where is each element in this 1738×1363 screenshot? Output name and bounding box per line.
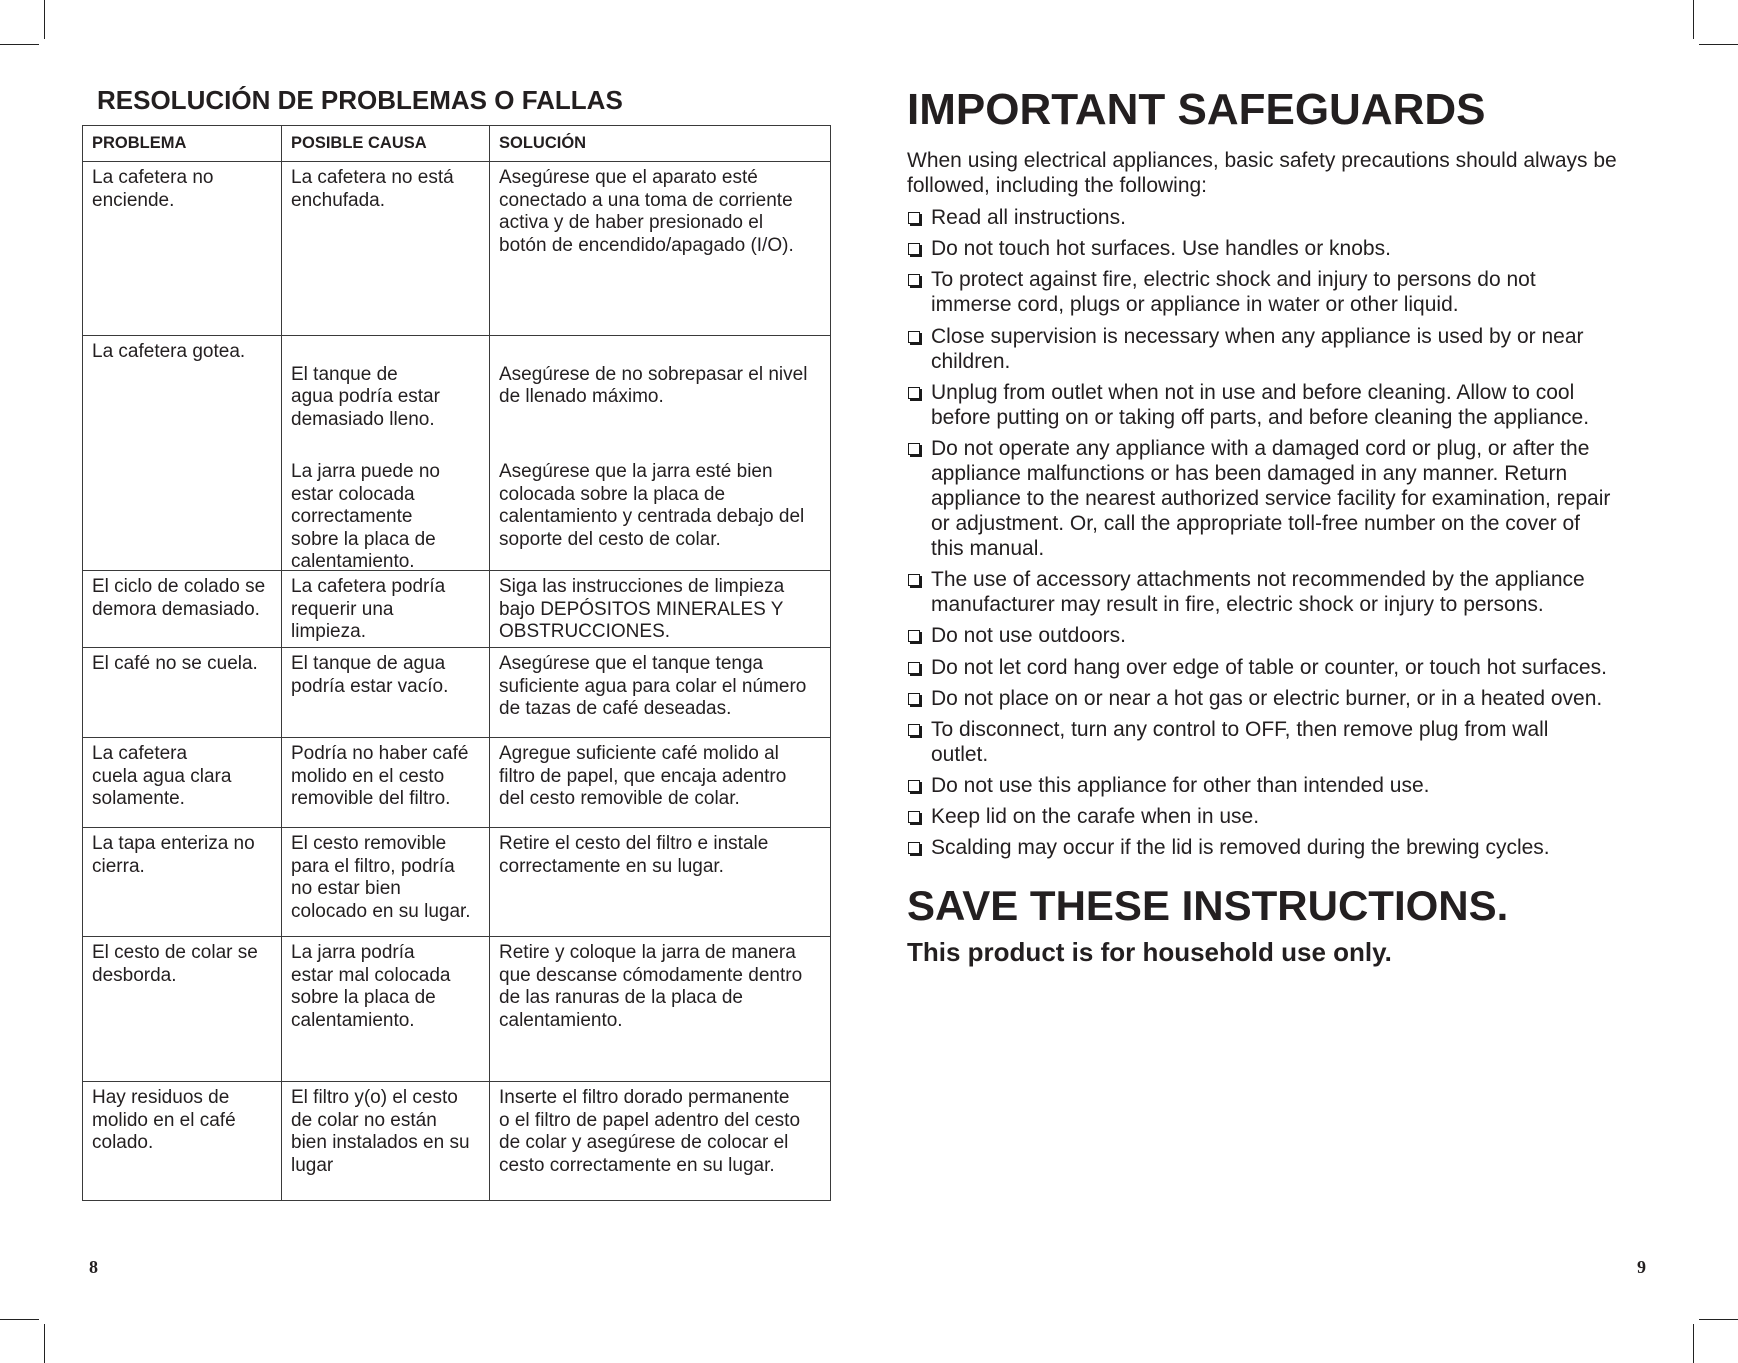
safeguard-item — [907, 686, 1648, 711]
crop-mark-bottom-left-vertical — [44, 1324, 45, 1363]
safeguard-item — [907, 804, 1648, 829]
table-row — [83, 828, 830, 937]
safeguard-text: Read all instructions. — [931, 206, 1126, 229]
crop-mark-top-left-horizontal — [0, 44, 39, 45]
cause-cell: El filtro y(o) el cesto de colar no están bien instalados en su lugar — [282, 1082, 490, 1200]
problem-cell: El café no se cuela. — [83, 648, 282, 737]
safeguard-text: To protect against fire, electric shock and injury to persons do not immerse cord, plugs or appliance in water or other liquid. — [931, 268, 1536, 317]
solution-cell: Retire el cesto del filtro e instale correctamente en su lugar. — [499, 833, 769, 877]
safeguard-text: The use of accessory attachments not recommended by the appliance manufacturer may result in fire, electric shock or injury to persons. — [931, 568, 1585, 617]
safeguard-item — [907, 717, 1648, 767]
safeguard-item — [907, 324, 1648, 374]
cause-cell — [282, 336, 490, 570]
header-problema: PROBLEMA — [83, 126, 282, 161]
safeguard-item — [907, 773, 1648, 798]
crop-mark-top-right-vertical — [1693, 0, 1694, 39]
solution-cell — [490, 336, 830, 570]
checkbox-square-icon — [908, 574, 920, 586]
household-use-note: This product is for household use only. — [907, 937, 1392, 968]
safeguard-item — [907, 236, 1648, 261]
solution-paragraph: Asegúrese que la jarra esté bien colocada sobre la placa de calentamiento y centrada debajo del soporte del cesto de colar. — [499, 461, 805, 550]
problem-cell: La tapa enteriza no cierra. — [83, 828, 282, 936]
page-number-right: 9 — [1637, 1257, 1646, 1277]
table-row — [83, 162, 830, 336]
safeguards-title: IMPORTANT SAFEGUARDS — [907, 85, 1486, 134]
crop-mark-top-right-horizontal — [1699, 44, 1738, 45]
safeguard-text: Do not let cord hang over edge of table or counter, or touch hot surfaces. — [931, 655, 1607, 679]
cause-paragraph: La jarra puede no estar colocada correctamente sobre la placa de calentamiento. — [291, 461, 440, 570]
troubleshooting-title: RESOLUCIÓN DE PROBLEMAS O FALLAS — [97, 85, 623, 115]
safeguard-item — [907, 436, 1648, 561]
troubleshooting-table — [82, 125, 831, 1201]
problem-cell: El ciclo de colado se demora demasiado. — [83, 571, 282, 647]
checkbox-square-icon — [908, 387, 920, 399]
safeguard-item — [907, 567, 1648, 617]
problem-cell: La cafetera cuela agua clara solamente. — [83, 738, 282, 827]
checkbox-square-icon — [908, 243, 920, 255]
safeguard-text: Do not operate any appliance with a damaged cord or plug, or after the appliance malfunctions or has been damaged in any manner. Return appliance to the nearest authorized service facility for examination, repair or adjustment. Or, call the appropriate toll-free number on the cover of this manual. — [931, 436, 1611, 560]
safeguard-text: Unplug from outlet when not in use and before cleaning. Allow to cool before putting on or taking off parts, and before cleaning the appliance. — [931, 380, 1590, 429]
safeguard-text: Do not use this appliance for other than intended use. — [931, 774, 1430, 798]
header-solucion: SOLUCIÓN — [499, 134, 587, 152]
solution-cell: Inserte el filtro dorado permanente o el filtro de papel adentro del cesto de colar y asegúrese de colocar el cesto correctamente en su lugar. — [499, 1087, 801, 1176]
cause-paragraph: El tanque de agua podría estar demasiado lleno. — [291, 363, 440, 430]
solution-cell: Retire y coloque la jarra de manera que descanse cómodamente dentro de las ranuras de la placa de calentamiento. — [499, 942, 803, 1031]
cause-cell: La jarra podría estar mal colocada sobre la placa de calentamiento. — [282, 937, 490, 1081]
solution-cell: Asegúrese que el aparato esté conectado a una toma de corriente activa y de haber presionado el botón de encendido/apagado (I/O). — [499, 167, 794, 256]
checkbox-square-icon — [908, 443, 920, 455]
crop-mark-bottom-right-horizontal — [1699, 1319, 1738, 1320]
header-posible-causa: POSIBLE CAUSA — [282, 126, 490, 161]
solution-cell: Siga las instrucciones de limpieza bajo DEPÓSITOS MINERALES Y OBSTRUCCIONES. — [499, 576, 785, 642]
crop-mark-bottom-right-vertical — [1693, 1324, 1694, 1363]
cause-cell: La cafetera podría requerir una limpieza. — [282, 571, 490, 647]
save-instructions-heading: SAVE THESE INSTRUCTIONS. — [907, 882, 1509, 930]
cause-cell: El cesto removible para el filtro, podría no estar bien colocado en su lugar. — [282, 828, 490, 936]
problem-cell: La cafetera gotea. — [83, 336, 282, 570]
safeguard-text: Scalding may occur if the lid is removed during the brewing cycles. — [931, 836, 1550, 860]
safeguard-text: To disconnect, turn any control to OFF, then remove plug from wall outlet. — [931, 717, 1549, 766]
problem-cell: Hay residuos de molido en el café colado. — [83, 1082, 282, 1200]
safeguards-intro: When using electrical appliances, basic safety precautions should always be followed, including the following: — [907, 149, 1617, 197]
safeguard-text: Do not touch hot surfaces. Use handles or knobs. — [931, 237, 1391, 261]
safeguards-list — [907, 205, 1648, 860]
safeguard-item — [907, 267, 1648, 317]
checkbox-square-icon — [908, 212, 920, 224]
cause-cell: La cafetera no está enchufada. — [282, 162, 490, 335]
safeguard-text: Do not place on or near a hot gas or electric burner, or in a heated oven. — [931, 686, 1603, 710]
checkbox-square-icon — [908, 630, 920, 642]
crop-mark-top-left-vertical — [44, 0, 45, 39]
safeguard-item — [907, 380, 1648, 430]
solution-paragraph: Asegúrese de no sobrepasar el nivel de llenado máximo. — [499, 363, 808, 407]
safeguard-text: Close supervision is necessary when any appliance is used by or near children. — [931, 324, 1584, 373]
table-row — [83, 336, 830, 571]
safeguards-section — [907, 84, 1648, 967]
checkbox-square-icon — [908, 842, 920, 854]
problem-cell: El cesto de colar se desborda. — [83, 937, 282, 1081]
checkbox-square-icon — [908, 811, 920, 823]
checkbox-square-icon — [908, 274, 920, 286]
safeguard-text: Keep lid on the carafe when in use. — [931, 805, 1260, 829]
cause-cell: Podría no haber café molido en el cesto removible del filtro. — [282, 738, 490, 827]
table-row — [83, 648, 830, 738]
table-row — [83, 1082, 830, 1200]
safeguard-item — [907, 655, 1648, 680]
checkbox-square-icon — [908, 662, 920, 674]
safeguard-item — [907, 205, 1648, 230]
checkbox-square-icon — [908, 724, 920, 736]
solution-cell: Asegúrese que el tanque tenga suficiente agua para colar el número de tazas de café deseadas. — [499, 653, 807, 719]
table-row — [83, 937, 830, 1082]
safeguard-text: Do not use outdoors. — [931, 624, 1126, 648]
page-number-left: 8 — [89, 1257, 98, 1277]
crop-mark-bottom-left-horizontal — [0, 1319, 39, 1320]
solution-cell: Agregue suficiente café molido al filtro de papel, que encaja adentro del cesto removible de colar. — [499, 743, 787, 809]
table-row — [83, 571, 830, 648]
table-row — [83, 738, 830, 828]
cause-cell: El tanque de agua podría estar vacío. — [282, 648, 490, 737]
checkbox-square-icon — [908, 780, 920, 792]
safeguard-item — [907, 835, 1648, 860]
checkbox-square-icon — [908, 331, 920, 343]
checkbox-square-icon — [908, 693, 920, 705]
safeguard-item — [907, 623, 1648, 648]
problem-cell: La cafetera no enciende. — [83, 162, 282, 335]
table-header-row — [83, 126, 830, 162]
